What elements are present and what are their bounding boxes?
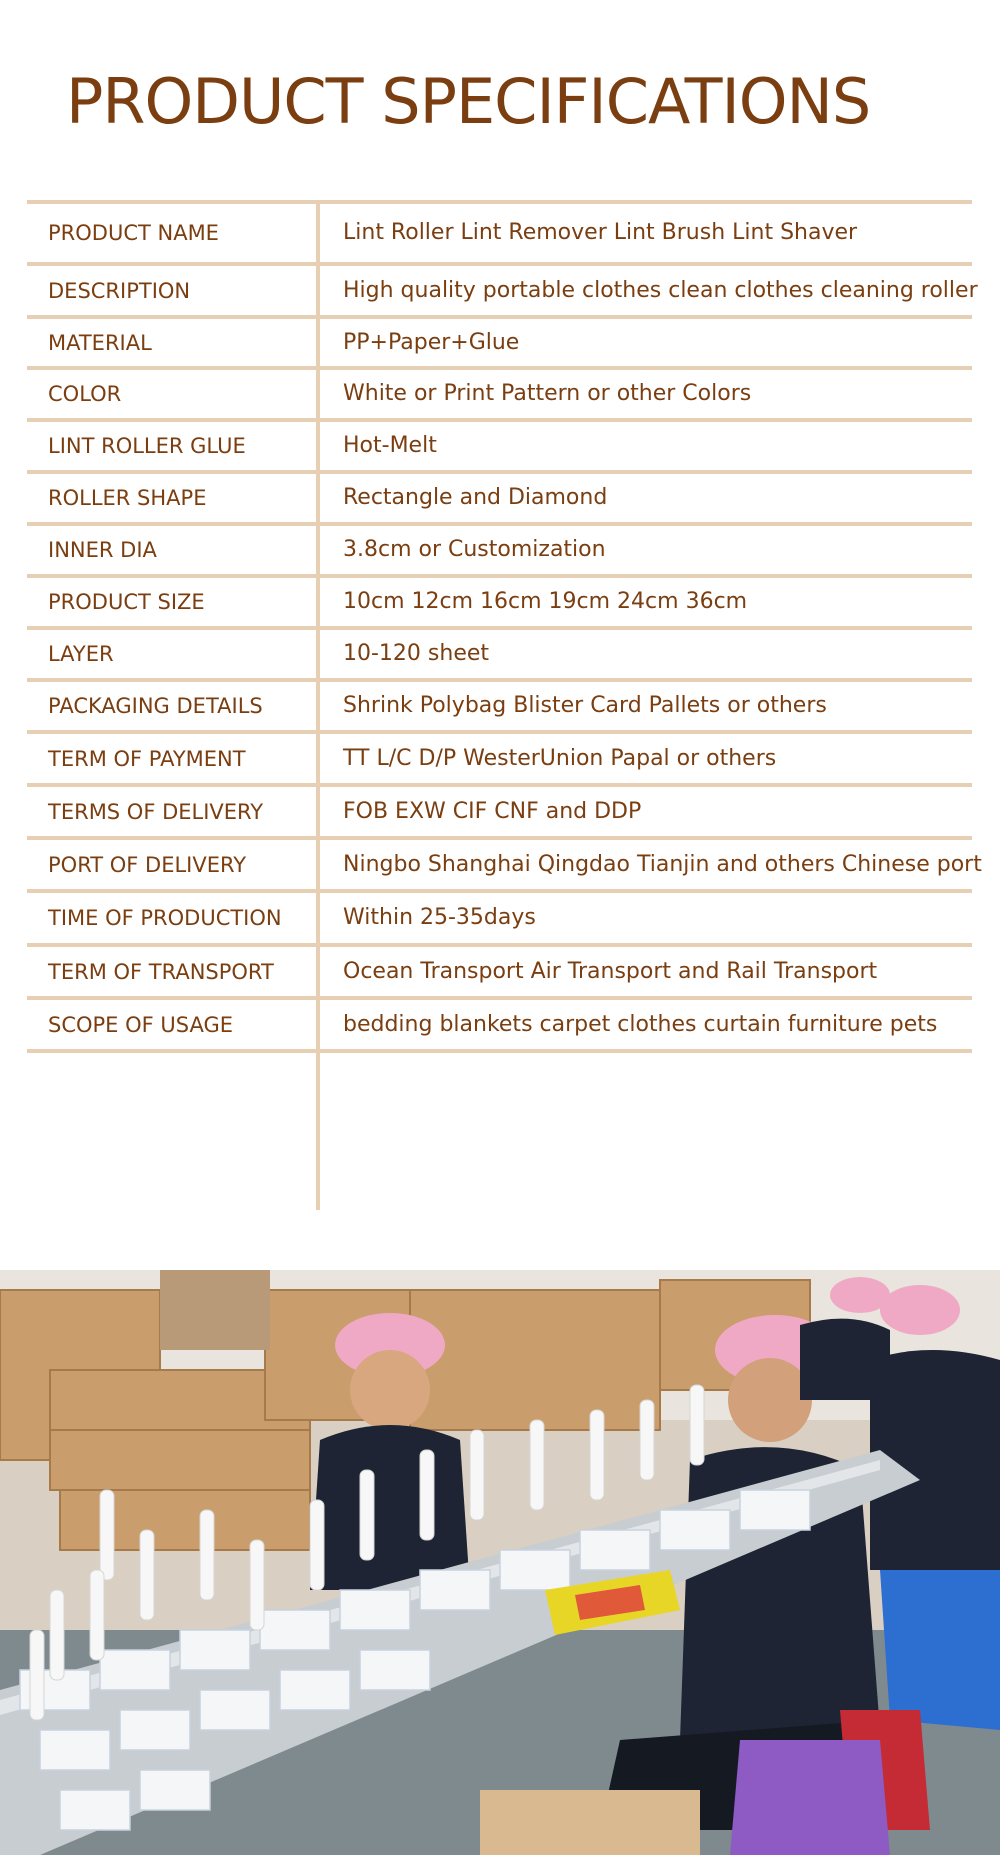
spec-value: Ocean Transport Air Transport and Rail Transport	[343, 958, 878, 984]
spec-label: DESCRIPTION	[48, 278, 191, 303]
spec-value: Within 25-35days	[343, 905, 536, 930]
row-divider	[27, 522, 972, 526]
row-divider	[27, 315, 972, 319]
row-divider	[27, 626, 972, 630]
spec-row	[27, 994, 972, 1056]
spec-label: SCOPE OF USAGE	[48, 1012, 234, 1037]
spec-label: LINT ROLLER GLUE	[48, 434, 246, 458]
spec-value: Rectangle and Diamond	[343, 485, 608, 510]
factory-assembly-line-photo	[0, 1270, 1000, 1855]
spec-label: PACKAGING DETAILS	[48, 694, 263, 718]
spec-label: COLOR	[48, 382, 122, 406]
spec-label: INNER DIA	[48, 538, 157, 562]
spec-value: Lint Roller Lint Remover Lint Brush Lint Shaver	[343, 220, 858, 245]
spec-label: TERMS OF DELIVERY	[48, 799, 264, 824]
spec-label: TERM OF PAYMENT	[48, 746, 246, 771]
spec-label: PRODUCT SIZE	[48, 590, 205, 614]
row-divider	[27, 678, 972, 682]
row-divider	[27, 836, 972, 840]
page-title: PRODUCT SPECIFICATIONS	[66, 65, 871, 138]
row-divider	[27, 1049, 972, 1053]
spec-value: PP+Paper+Glue	[343, 329, 520, 355]
row-divider	[27, 783, 972, 787]
spec-value: Hot-Melt	[343, 433, 437, 458]
row-divider	[27, 889, 972, 893]
row-divider	[27, 200, 972, 204]
spec-value: 10cm 12cm 16cm 19cm 24cm 36cm	[343, 589, 748, 614]
spec-label: PORT OF DELIVERY	[48, 852, 247, 877]
row-divider	[27, 262, 972, 266]
spec-value: Shrink Polybag Blister Card Pallets or others	[343, 693, 827, 718]
row-divider	[27, 418, 972, 422]
spec-value: White or Print Pattern or other Colors	[343, 381, 752, 406]
spec-row	[27, 202, 972, 264]
row-divider	[27, 366, 972, 370]
spec-value: FOB EXW CIF CNF and DDP	[343, 798, 642, 824]
spec-value: Ningbo Shanghai Qingdao Tianjin and others Chinese port	[343, 851, 982, 877]
row-divider	[27, 470, 972, 474]
spec-value: bedding blankets carpet clothes curtain furniture pets	[343, 1011, 938, 1037]
spec-label: TIME OF PRODUCTION	[48, 906, 282, 930]
row-divider	[27, 996, 972, 1000]
spec-value: TT L/C D/P WesterUnion Papal or others	[343, 745, 777, 771]
row-divider	[27, 730, 972, 734]
spec-table	[27, 200, 982, 1210]
row-divider	[27, 943, 972, 947]
spec-value: High quality portable clothes clean clothes cleaning roller	[343, 277, 978, 303]
spec-label: PRODUCT NAME	[48, 221, 219, 245]
spec-label: ROLLER SHAPE	[48, 486, 207, 510]
spec-label: MATERIAL	[48, 330, 152, 355]
spec-value: 3.8cm or Customization	[343, 537, 606, 562]
spec-label: TERM OF TRANSPORT	[48, 959, 274, 984]
spec-value: 10-120 sheet	[343, 641, 490, 666]
row-divider	[27, 574, 972, 578]
spec-label: LAYER	[48, 642, 114, 666]
